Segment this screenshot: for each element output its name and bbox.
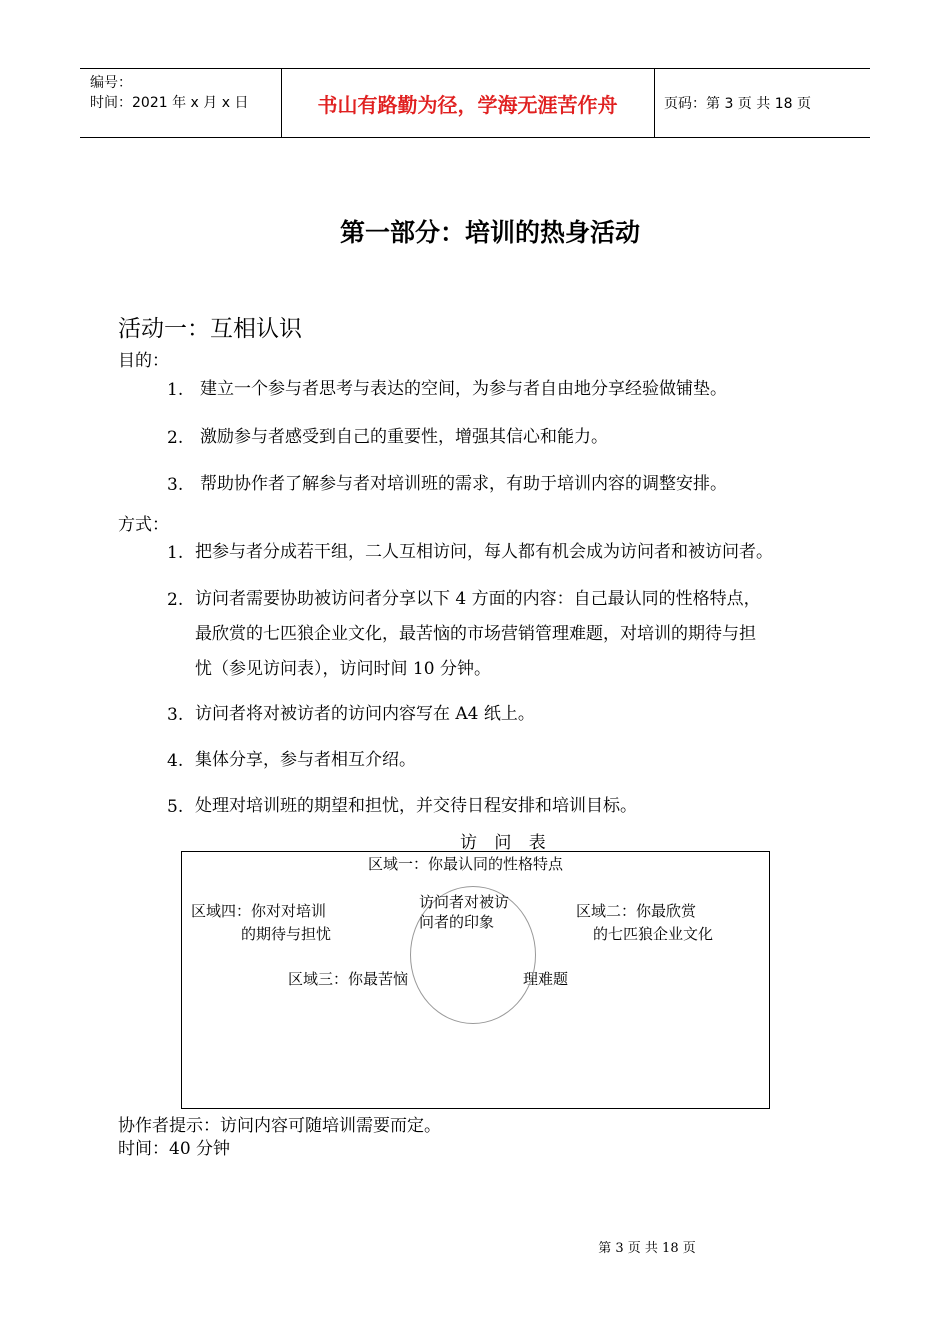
purpose-label: 目的：: [118, 351, 169, 371]
time-text: 40 分钟: [169, 1139, 231, 1159]
zone-3-text: 理难题: [523, 970, 569, 988]
center-circle-text: 访问者对被访: [419, 893, 510, 911]
zone-4-text: 区域四：你对对培训: [191, 902, 327, 920]
method-label: 方式：: [118, 515, 169, 535]
header-page-info: 页码：第 3 页 共 18 页: [664, 96, 811, 112]
facilitator-tip: [118, 1111, 441, 1136]
method-item: 处理对培训班的期望和担忧，并交待日程安排和培训目标。: [195, 796, 637, 816]
zone-1-text: 区域一：你最认同的性格特点: [368, 855, 564, 873]
activity-heading: 活动一：互相认识: [118, 316, 302, 342]
facilitator-tip-text: 访问内容可随培训需要而定。: [220, 1116, 441, 1136]
page-title: 第一部分：培训的热身活动: [339, 218, 640, 247]
zone-2-text: 区域二：你最欣赏: [576, 902, 697, 920]
page-footer: 第 3 页 共 18 页: [598, 1241, 696, 1256]
method-item-line: 最欣赏的七匹狼企业文化，最苦恼的市场营销管理难题，对培训的期待与担: [195, 624, 756, 644]
method-item-line: 忧（参见访问表），访问时间 10 分钟。: [195, 659, 491, 679]
method-item-number: 1.: [167, 543, 184, 563]
method-item-number: 3.: [167, 705, 184, 725]
header-motto: 书山有路勤为径，学海无涯苦作舟: [317, 92, 618, 117]
date-line: 时间：2021 年 x 月 x 日: [90, 95, 249, 111]
purpose-item-number: 3.: [167, 475, 184, 495]
method-item: 访问者将对被访者的访问内容写在 A4 纸上。: [195, 704, 535, 724]
page-header: [80, 68, 870, 138]
time-line: [118, 1134, 230, 1159]
method-item-number: 5.: [167, 797, 184, 817]
zone-4-text: 的期待与担忧: [241, 925, 332, 943]
zone-2-text: 的七匹狼企业文化: [593, 925, 714, 943]
header-meta: [90, 73, 248, 113]
method-item-number: 2.: [167, 590, 184, 610]
method-item: 把参与者分成若干组，二人互相访问，每人都有机会成为访问者和被访问者。: [195, 542, 773, 562]
method-item-number: 4.: [167, 751, 184, 771]
facilitator-tip-label: 协作者提示：: [118, 1116, 220, 1136]
purpose-item-number: 1.: [167, 380, 184, 400]
interview-table-title: 访 问 表: [460, 833, 552, 853]
center-circle-text: 问者的印象: [419, 913, 495, 931]
purpose-item: 帮助协作者了解参与者对培训班的需求，有助于培训内容的调整安排。: [200, 474, 727, 494]
serial-label: 编号：: [90, 75, 132, 91]
purpose-item-number: 2.: [167, 428, 184, 448]
purpose-item: 建立一个参与者思考与表达的空间，为参与者自由地分享经验做铺垫。: [200, 379, 727, 399]
time-label: 时间：: [118, 1139, 169, 1159]
header-divider: [654, 69, 655, 137]
purpose-item: 激励参与者感受到自己的重要性，增强其信心和能力。: [200, 427, 608, 447]
zone-3-text: 区域三：你最苦恼: [288, 970, 409, 988]
method-item: 集体分享，参与者相互介绍。: [195, 750, 416, 770]
method-item-line: 访问者需要协助被访问者分享以下 4 方面的内容：自己最认同的性格特点，: [195, 589, 761, 609]
